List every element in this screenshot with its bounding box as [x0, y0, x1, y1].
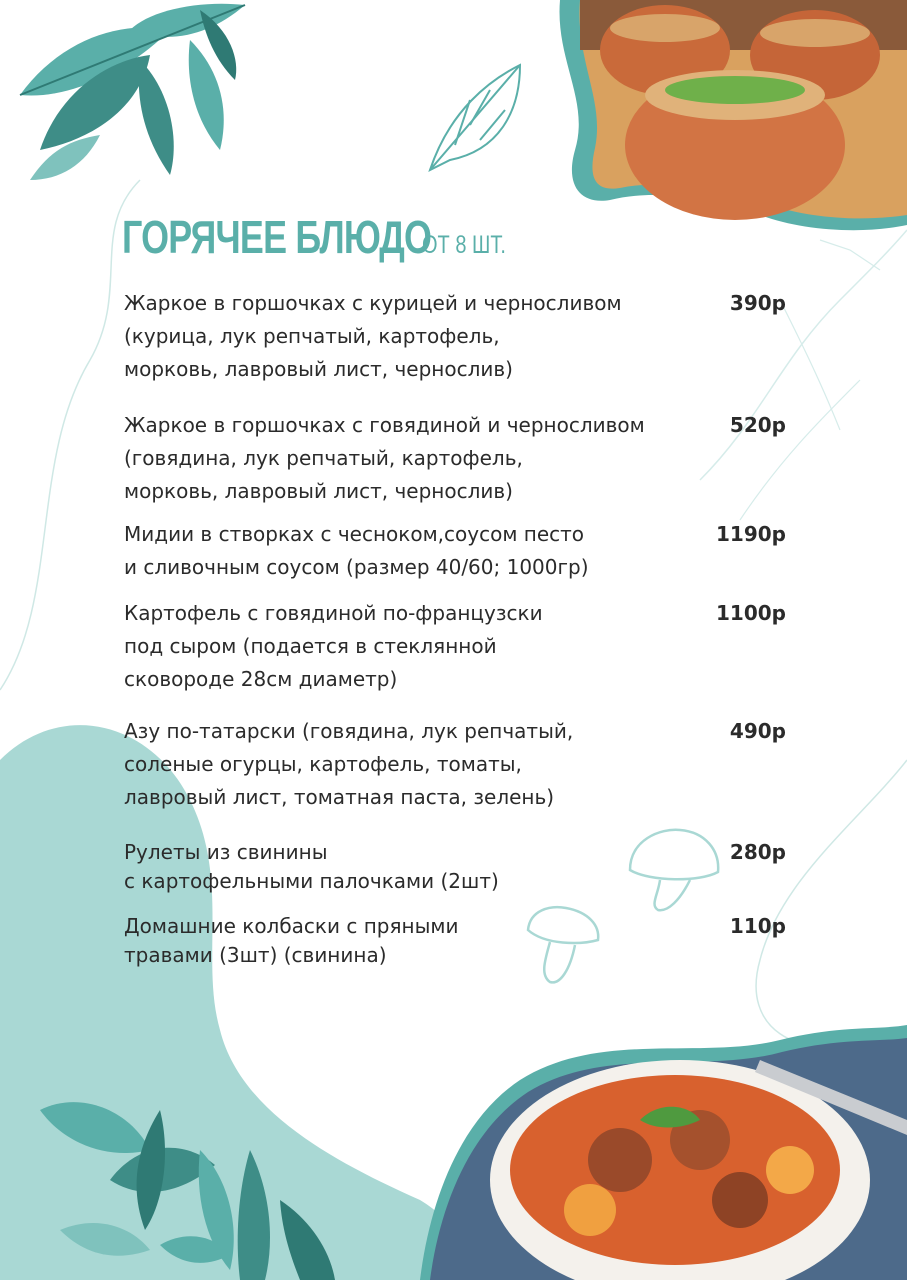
menu-item-description: Домашние колбаски с пряными травами (3шт) (свинина) [124, 914, 459, 967]
menu-item-description: Жаркое в горшочках с курицей и черносливом (курица, лук репчатый, картофель, морковь, лавровый лист, чернослив) [124, 291, 622, 381]
menu-item [124, 518, 786, 584]
section-title: ГОРЯЧЕЕ БЛЮДО [122, 211, 432, 263]
menu-item [124, 287, 786, 386]
menu-item [124, 912, 786, 970]
menu-item-description: Рулеты из свинины с картофельными палочками (2шт) [124, 840, 499, 893]
menu-item-description: Жаркое в горшочках с говядиной и черносливом (говядина, лук репчатый, картофель, морковь, лавровый лист, чернослив) [124, 413, 645, 503]
menu-item-price: 1190р [716, 522, 786, 546]
menu-item [124, 838, 786, 896]
menu-item [124, 597, 786, 696]
menu-item-description: Азу по-татарски (говядина, лук репчатый, соленые огурцы, картофель, томаты, лавровый лист, томатная паста, зелень) [124, 719, 574, 809]
menu-item-price: 490р [729, 719, 786, 743]
menu-item-price: 390р [729, 291, 786, 315]
section-subtitle: ОТ 8 ШТ. [422, 231, 506, 259]
menu-item-price: 1100р [716, 601, 786, 625]
menu-item-price: 110р [729, 914, 786, 938]
menu-item-price: 520р [729, 413, 786, 437]
menu-item-price: 280р [729, 840, 786, 864]
menu-item-description: Картофель с говядиной по-французски под сыром (подается в стеклянной сковороде 28см диаметр) [124, 601, 543, 691]
menu-item-description: Мидии в створках с чесноком,соусом песто и сливочным соусом (размер 40/60; 1000гр) [124, 522, 589, 579]
menu-item [124, 409, 786, 508]
menu-item [124, 715, 786, 814]
